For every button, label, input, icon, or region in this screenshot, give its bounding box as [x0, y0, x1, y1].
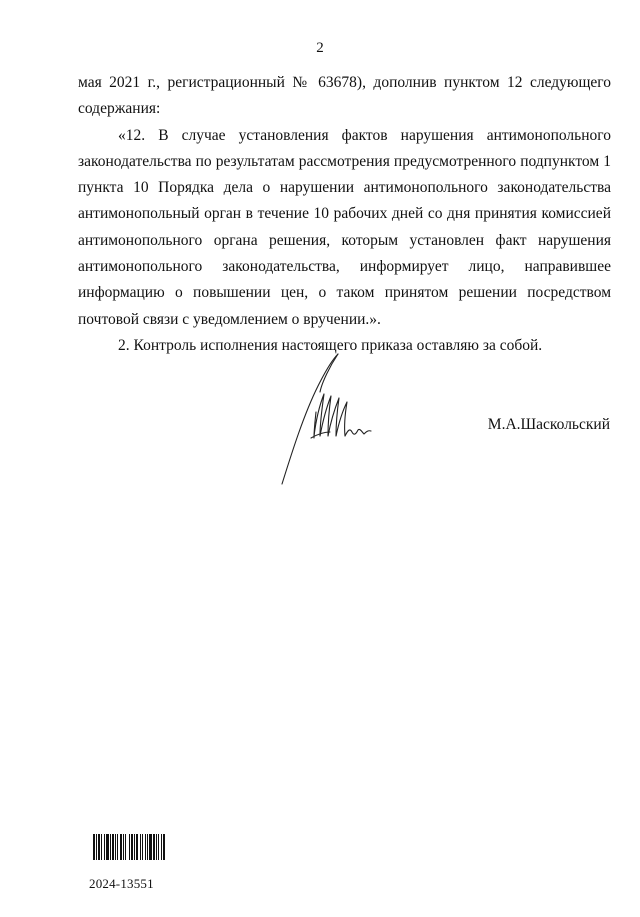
paragraph-control: 2. Контроль исполнения настоящего приказа оставляю за собой. — [118, 336, 543, 354]
signatory-name: М.А.Шаскольский — [487, 416, 610, 433]
document-body — [78, 70, 611, 359]
handwritten-signature — [278, 352, 378, 488]
page-number: 2 — [316, 40, 324, 56]
paragraph-continuation: мая 2021 г., регистрационный № 63678), дополнив пунктом 12 следующего содержания: — [78, 74, 611, 118]
registration-number: 2024-13551 — [89, 876, 154, 891]
document-barcode — [93, 834, 186, 860]
paragraph-clause-12: «12. В случае установления фактов нарушения антимонопольного законодательства по результатам рассмотрения предусмотренного подпунктом 1 пункта 10 Порядка дела о нарушении антимонопольного законодательства антимонопольный орган в течение 10 рабочих дней со дня принятия комиссией антимонопольного органа решения, которым установлен факт нарушения антимонопольного законодательства, информирует лицо, направившее информацию о повышении цен, о таком принятом решении посредством почтовой связи с уведомлением о вручении.». — [78, 126, 611, 328]
